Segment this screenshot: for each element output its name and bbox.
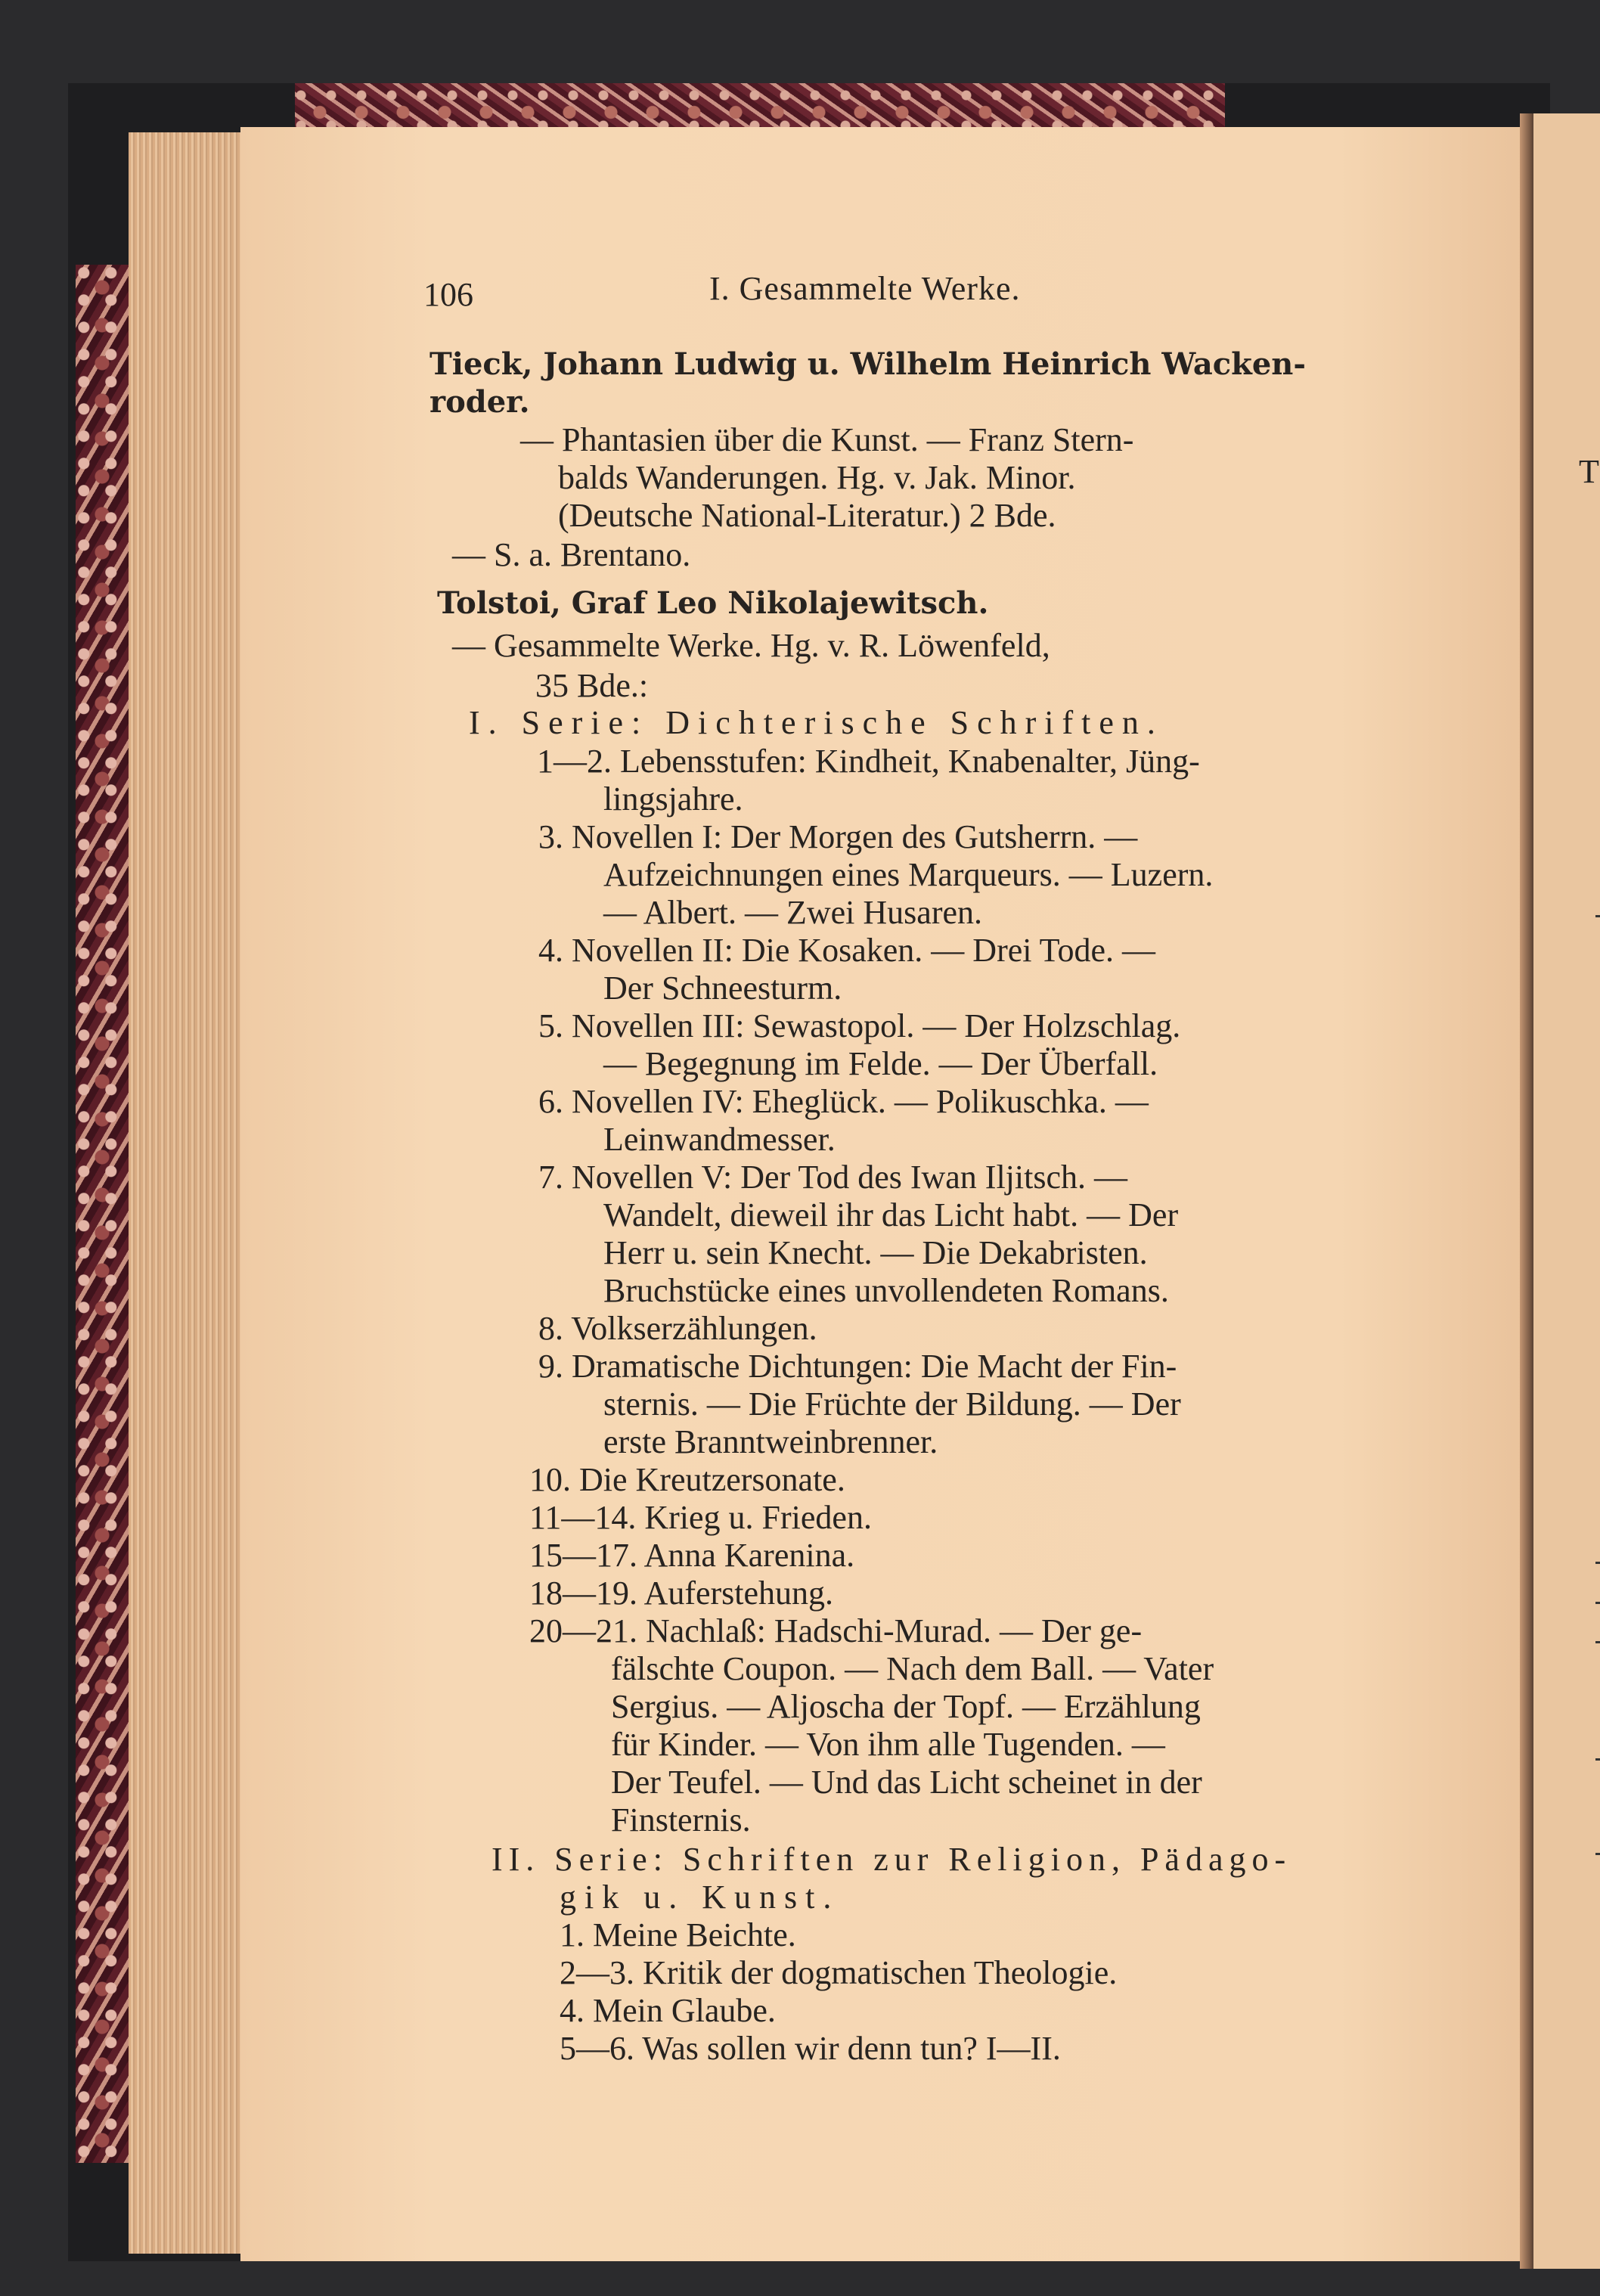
entry-heading: Tieck, Johann Ludwig u. Wilhelm Heinrich Wacken- — [429, 346, 1306, 382]
text-line: — Begegnung im Felde. — Der Überfall. — [603, 1045, 1158, 1082]
series-heading: I. Serie: Dichterische Schriften. — [469, 704, 1164, 741]
text-line: — Albert. — Zwei Husaren. — [603, 894, 982, 931]
text-line: erste Branntweinbrenner. — [603, 1423, 938, 1460]
text-line: sternis. — Die Früchte der Bildung. — Der — [603, 1385, 1181, 1423]
volume-line: 3. Novellen I: Der Morgen des Gutsherrn. — — [538, 818, 1138, 855]
text-line: für Kinder. — Von ihm alle Tugenden. — — [611, 1726, 1165, 1763]
text-line: (Deutsche National-Literatur.) 2 Bde. — [558, 497, 1056, 534]
volume-line: 20—21. Nachlaß: Hadschi-Murad. — Der ge- — [529, 1612, 1143, 1649]
next-page-letter: T — [1579, 453, 1599, 490]
volume-line: 1. Meine Beichte. — [560, 1916, 796, 1953]
volume-line: 8. Volkserzählungen. — [538, 1310, 817, 1347]
text-line: — Phantasien über die Kunst. — Franz Stern- — [520, 421, 1134, 458]
volume-line: 1—2. Lebensstufen: Kindheit, Knabenalter, Jüng- — [537, 743, 1200, 780]
volume-line: 4. Novellen II: Die Kosaken. — Drei Tode. — — [538, 932, 1156, 969]
text-line: lingsjahre. — [603, 780, 743, 818]
volume-line: 6. Novellen IV: Eheglück. — Polikuschka. — — [538, 1083, 1149, 1120]
text-line: Der Schneesturm. — [603, 970, 842, 1007]
text-line: 35 Bde.: — [535, 667, 649, 704]
series-heading: II. Serie: Schriften zur Religion, Pädago- — [491, 1841, 1292, 1878]
text-line: Der Teufel. — Und das Licht scheinet in der — [611, 1764, 1202, 1801]
text-line: Finsternis. — [611, 1801, 751, 1838]
entry-heading: roder. — [429, 384, 530, 420]
volume-line: 5—6. Was sollen wir denn tun? I—II. — [560, 2030, 1061, 2067]
volume-line: 18—19. Auferstehung. — [529, 1575, 834, 1612]
text-line: — Gesammelte Werke. Hg. v. R. Löwenfeld, — [452, 627, 1050, 664]
text-line: fälschte Coupon. — Nach dem Ball. — Vater — [611, 1650, 1214, 1687]
text-line: Wandelt, dieweil ihr das Licht habt. — Der — [603, 1196, 1179, 1233]
series-heading: gik u. Kunst. — [560, 1879, 840, 1916]
text-line: Aufzeichnungen eines Marqueurs. — Luzern. — [603, 856, 1214, 893]
volume-line: 10. Die Kreutzersonate. — [529, 1461, 845, 1498]
volume-line: 15—17. Anna Karenina. — [529, 1537, 855, 1574]
volume-line: 5. Novellen III: Sewastopol. — Der Holzschlag. — [538, 1007, 1181, 1044]
entry-heading: Tolstoi, Graf Leo Nikolajewitsch. — [437, 585, 989, 621]
text-line: Herr u. sein Knecht. — Die Dekabristen. — [603, 1234, 1148, 1271]
volume-line: 7. Novellen V: Der Tod des Iwan Iljitsch. — — [538, 1159, 1128, 1196]
text-line: balds Wanderungen. Hg. v. Jak. Minor. — [558, 459, 1076, 496]
volume-line: 2—3. Kritik der dogmatischen Theologie. — [560, 1954, 1118, 1991]
volume-line: 9. Dramatische Dichtungen: Die Macht der Fin- — [538, 1348, 1177, 1385]
text-line: — S. a. Brentano. — [452, 536, 691, 573]
volume-line: 11—14. Krieg u. Frieden. — [529, 1499, 872, 1536]
volume-line: 4. Mein Glaube. — [560, 1992, 776, 2029]
text-line: Leinwandmesser. — [603, 1121, 836, 1158]
text-line: Sergius. — Aljoscha der Topf. — Erzählung — [611, 1688, 1201, 1725]
page-number: 106 — [423, 276, 473, 313]
running-head: I. Gesammelte Werke. — [709, 270, 1021, 307]
text-line: Bruchstücke eines unvollendeten Romans. — [603, 1272, 1169, 1309]
